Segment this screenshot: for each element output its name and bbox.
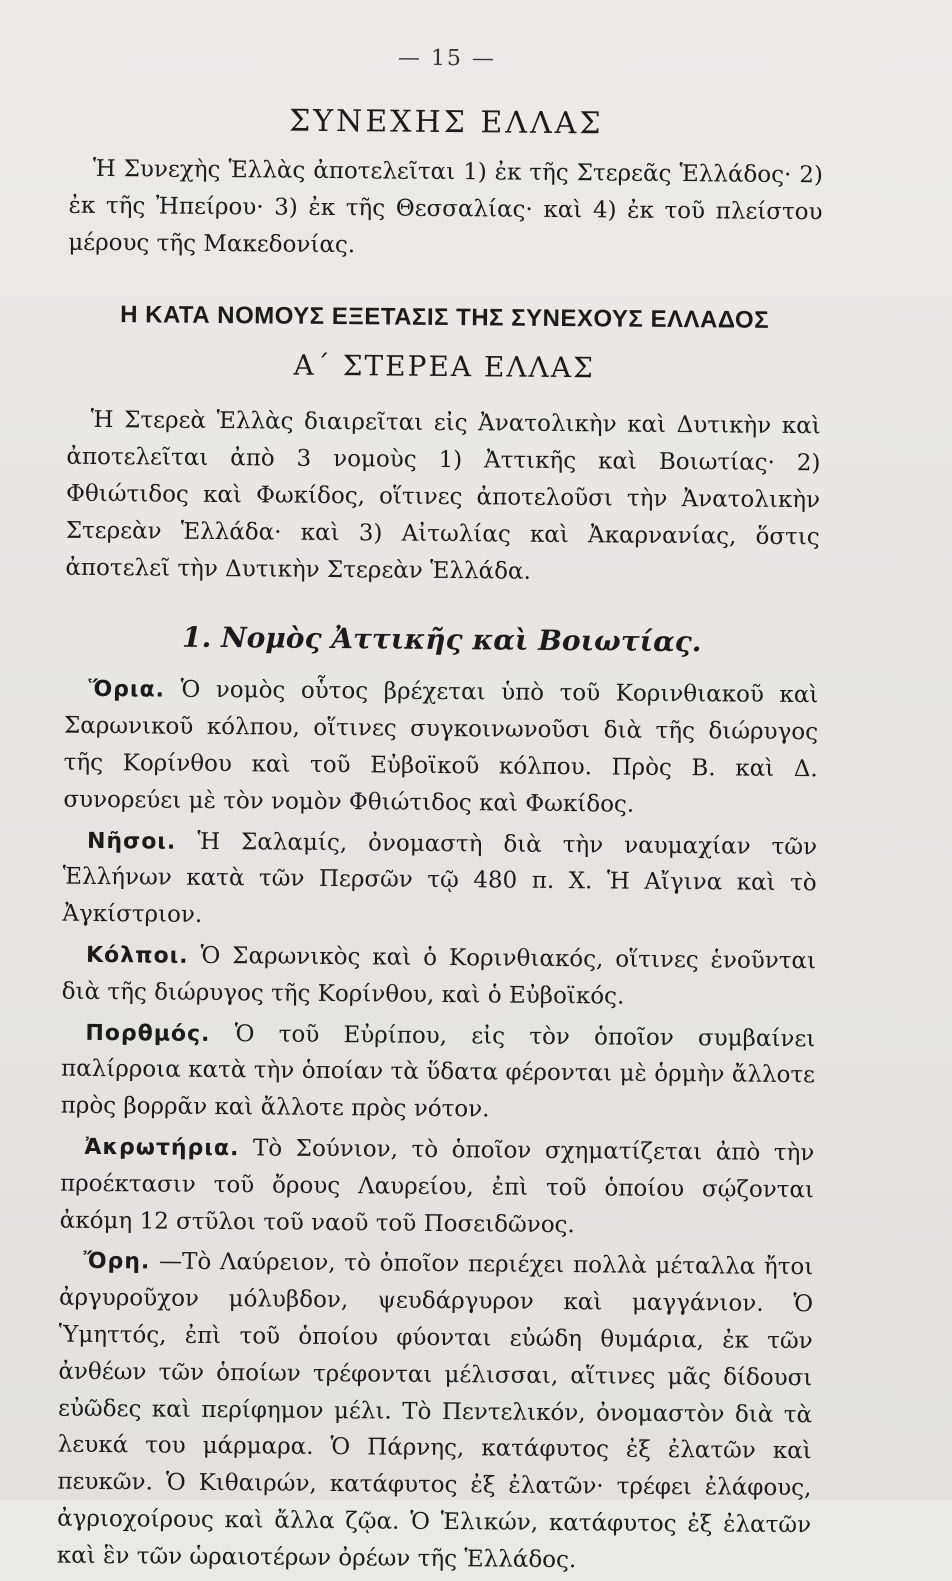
entry-boundaries [63, 671, 818, 825]
entry-label: Ὅρια. [88, 677, 166, 703]
sub-title: Α΄ ΣΤΕΡΕΑ ΕΛΛΑΣ [293, 349, 596, 385]
section-title: Η ΚΑΤΑ ΝΟΜΟΥΣ ΕΞΕΤΑΣΙΣ ΤΗΣ ΣΥΝΕΧΟΥΣ ΕΛΛΑΔΟΣ [120, 301, 770, 335]
entry-text: Ὁ τοῦ Εὐρίπου, εἰς τὸν ὁποῖον συμβαίνει παλίρροια κατὰ τὴν ὁποίαν τὰ ὕδατα φέρονται μὲ ὁρμὴν ἄλλοτε πρὸς βορρᾶν καὶ ἄλλοτε πρὸς νότον. [60, 1020, 816, 1123]
entry-label: Ὄρη. [83, 1249, 151, 1275]
entry-text: Ὁ νομὸς οὗτος βρέχεται ὑπὸ τοῦ Κορινθιακοῦ καὶ Σαρωνικοῦ κόλπου, οἵτινες συγκοινωνοῦσι διὰ τῆς διώρυγος τῆς Κορίνθου καὶ τοῦ Εὐβοϊκοῦ κόλπου. Πρὸς Β. καὶ Δ. συνορεύει μὲ τὸν νομὸν Φθιώτιδος καὶ Φωκίδος. [63, 677, 819, 818]
entry-text: Ἡ Σαλαμίς, ὀνομαστὴ διὰ τὴν ναυμαχίαν τῶν Ἑλλήνων κατὰ τῶν Περσῶν τῷ 480 π. Χ. Ἡ Αἴγινα καὶ τὸ Ἀγκίστριον. [62, 828, 818, 929]
entry-mountains [57, 1243, 814, 1581]
entry-label: Πορθμός. [85, 1020, 211, 1047]
entry-strait [61, 1014, 816, 1131]
stereа-paragraph: Ἡ Στερεὰ Ἑλλὰς διαιρεῖται εἰς Ἀνατολικὴν καὶ Δυτικὴν καὶ ἀποτελεῖται ἀπὸ 3 νομοὺς 1) Ἀττικῆς καὶ Βοιωτίας· 2) Φθιώτιδος καὶ Φωκίδος, οἵτινες ἀποτελοῦσι τὴν Ἀνατολικὴν Στερεὰν Ἑλλάδα· καὶ 3) Αἰτωλίας καὶ Ἀκαρνανίας, ὅστις ἀποτελεῖ τὴν Δυτικὴν Στερεὰν Ἑλλάδα. [65, 407, 821, 585]
law-title: 1. Νομὸς Ἀττικῆς καὶ Βοιωτίας. [181, 621, 702, 659]
entry-capes [60, 1129, 815, 1246]
chapter-title: ΣΥΝΕΧΗΣ ΕΛΛΑΣ [288, 103, 604, 142]
entry-label: Νῆσοι. [86, 828, 177, 855]
entry-label: Ἀκρωτήρια. [84, 1134, 240, 1162]
entries-list [57, 671, 819, 1581]
intro-paragraph: Ἡ Συνεχὴς Ἑλλὰς ἀποτελεῖται 1) ἐκ τῆς Στερεᾶς Ἑλλάδος· 2) ἐκ τῆς Ἠπείρου· 3) ἐκ τῆς Θεσσαλίας· καὶ 4) ἐκ τοῦ πλείστου μέρους τῆς Μακεδονίας. [68, 155, 823, 258]
entry-islands [62, 822, 817, 939]
entry-gulfs [62, 937, 817, 1017]
page-number: — 15 — [397, 45, 496, 72]
entry-text: Τὸ Σούνιον, τὸ ὁποῖον σχηματίζεται ἀπὸ τὴν προέκτασιν τοῦ ὄρους Λαυρείου, ἐπὶ τοῦ ὁποίου σῴζονται ἀκόμη 12 στῦλοι τοῦ ναοῦ τοῦ Ποσειδῶνος. [59, 1135, 815, 1238]
entry-text: Ὁ Σαρωνικὸς καὶ ὁ Κορινθιακός, οἵτινες ἑνοῦνται διὰ τῆς διώρυγος τῆς Κορίνθου, καὶ ὁ Εὐβοϊκός. [61, 942, 817, 1010]
entry-label: Κόλποι. [85, 942, 189, 969]
entry-text: —Τὸ Λαύρειον, τὸ ὁποῖον περιέχει πολλὰ μέταλλα ἤτοι ἀργυροῦχον μόλυβδον, ψευδάργυρον καὶ μαγγάνιον. Ὁ Ὑμηττός, ἐπὶ τοῦ ὁποίου φύονται εὐώδη θυμάρια, ἐκ τῶν ἀνθέων τῶν ὁποίων τρέφονται μέλισσαι, αἵτινες μᾶς δίδουσι εὐῶδες καὶ περίφημον μέλι. Τὸ Πεντελικόν, ὀνομαστὸν διὰ τὰ λευκά του μάρμαρα. Ὁ Πάρνης, κατάφυτος ἐξ ἐλατῶν καὶ πευκῶν. Ὁ Κιθαιρών, κατάφυτος ἐξ ἐλατῶν· τρέφει ἐλάφους, ἀγριοχοίρους καὶ ἄλλα ζῷα. Ὁ Ἑλικών, κατάφυτος ἐξ ἐλατῶν καὶ ἓν τῶν ὡραιοτέρων ὀρέων τῆς Ἑλλάδος. [56, 1248, 814, 1573]
